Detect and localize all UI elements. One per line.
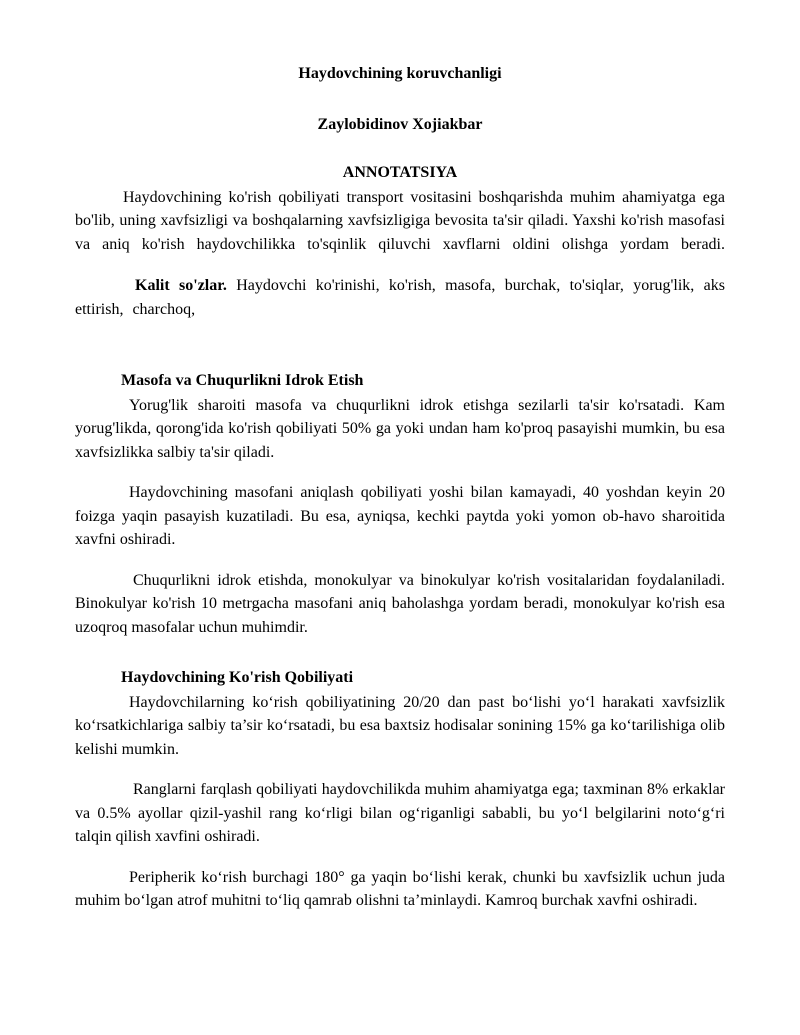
document-title: Haydovchining koruvchanligi (298, 65, 502, 82)
section-paragraph: Peripherik ko‘rish burchagi 180° ga yaqin bo‘lishi kerak, chunki bu xavfsizlik uchun juda muhim bo‘lgan atrof muhitni to‘liq qamrab olishni ta’minlaydi. Kamroq burchak xavfni oshiradi. (75, 868, 725, 909)
section-paragraph: Haydovchining masofani aniqlash qobiliyati yoshi bilan kamayadi, 40 yoshdan keyin 20 foizga yaqin pasayish kuzatiladi. Bu esa, ayniqsa, kechki paytda yoki yomon ob-havo sharoitida xavfni oshiradi. (75, 484, 725, 548)
section-paragraph: Ranglarni farqlash qobiliyati haydovchilikda muhim ahamiyatga ega; taxminan 8% erkaklar va 0.5% ayollar qizil-yashil rang ko‘rligi bilan og‘riganligi sababli, bu yo‘l belgilarini noto‘g‘ri talqin qilish xavfini oshiradi. (75, 781, 725, 845)
annotation-paragraph: Haydovchining ko'rish qobiliyati transport vositasini boshqarishda muhim ahamiyatga ega bo'lib, uning xavfsizligi va boshqalarning xavfsizligiga bevosita ta'sir qiladi. Yaxshi ko'rish masofasi va aniq ko'rish haydovchilikka to'sqinlik qiluvchi xavflarni oldini olishga yordam beradi. (75, 188, 725, 253)
section-heading: Masofa va Chuqurlikni Idrok Etish (121, 372, 364, 389)
keywords-label: Kalit so'zlar. (135, 277, 227, 294)
keywords-text: Haydovchi ko'rinishi, ko'rish, masofa, burchak, to'siqlar, yorug'lik, aks ettirish, charchoq, (75, 277, 725, 318)
section-paragraph: Chuqurlikni idrok etishda, monokulyar va binokulyar ko'rish vositalaridan foydalaniladi. Binokulyar ko'rish 10 metrgacha masofani aniq baholashga yordam beradi, monokulyar ko'rish esa uzoqroq masofalar uchun muhimdir. (75, 571, 725, 636)
section-paragraph: Yorug'lik sharoiti masofa va chuqurlikni idrok etishga sezilarli ta'sir ko'rsatadi. Kam yorug'likda, qorong'ida ko'rish qobiliyati 50% ga yoki undan ham ko'proq pasayishi mumkin, bu esa xavfsizlikka salbiy ta'sir qiladi. (75, 396, 725, 461)
section-paragraph: Haydovchilarning ko‘rish qobiliyatining 20/20 dan past bo‘lishi yo‘l harakati xavfsizlik ko‘rsatkichlariga salbiy ta’sir ko‘rsatadi, bu esa baxtsiz hodisalar sonining 15% ga ko‘tarilishiga olib kelishi mumkin. (75, 693, 725, 758)
section-heading: Haydovchining Ko'rish Qobiliyati (121, 669, 354, 686)
annotation-heading: ANNOTATSIYA (342, 164, 458, 181)
keywords-paragraph (75, 274, 725, 321)
author-name: Zaylobidinov Xojiakbar (317, 115, 483, 133)
